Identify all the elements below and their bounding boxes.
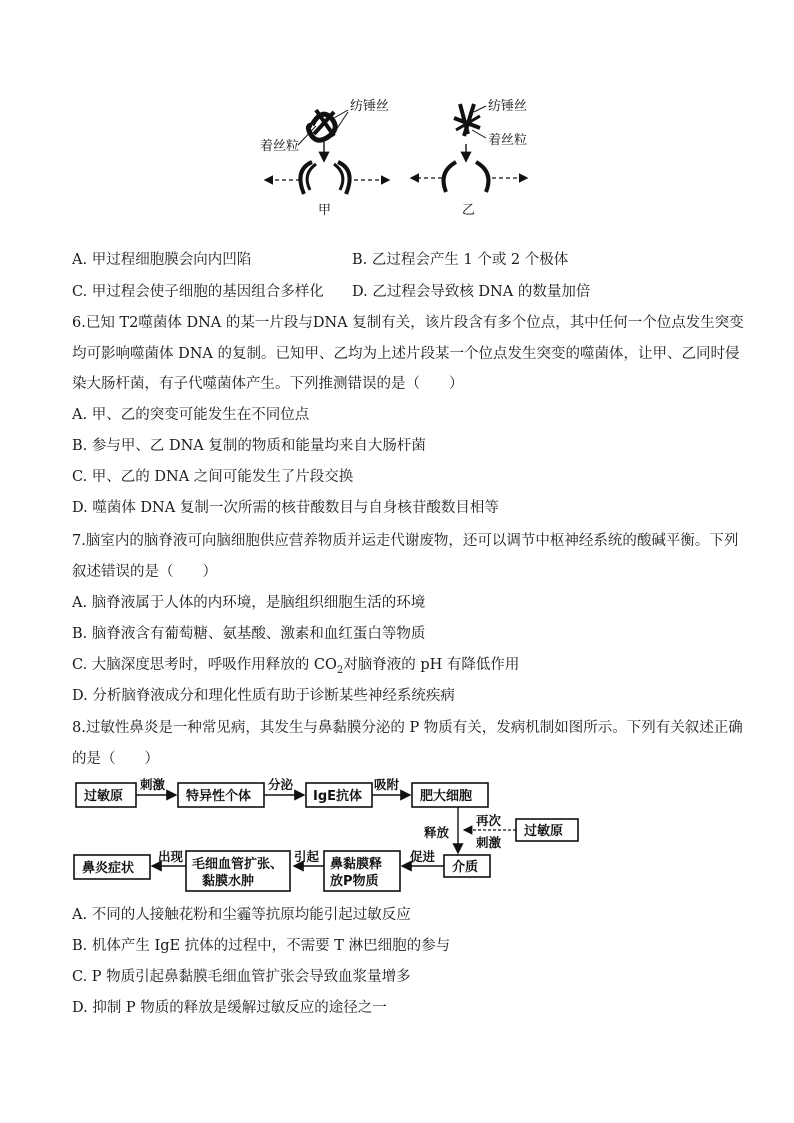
yi-caption: 乙 (462, 203, 476, 218)
allergy-flowchart (72, 775, 592, 895)
q7-stem-line2: 叙述错误的是（ ） (72, 564, 217, 580)
q6-option-b: B. 参与甲、乙 DNA 复制的物质和能量均来自大肠杆菌 (72, 438, 426, 454)
yi-daughter-right (476, 162, 488, 192)
box-ige-text: IgE抗体 (313, 789, 363, 804)
q7-stem-line1: 7.脑室内的脑脊液可向脑细胞供应营养物质并运走代谢废物，还可以调节中枢神经系统的酸碱平衡。下列 (72, 533, 739, 549)
box-allergen-1-text: 过敏原 (84, 789, 124, 804)
label-adsorb: 吸附 (374, 777, 400, 792)
q8-option-c: C. P 物质引起鼻黏膜毛细血管扩张会导致血浆量增多 (72, 969, 411, 985)
label-appear: 出现 (158, 849, 184, 864)
box-capillary-line1: 毛细血管扩张、 (192, 857, 284, 872)
q7-option-c-pre: C. 大脑深度思考时，呼吸作用释放的 CO (72, 657, 337, 673)
label-cause: 引起 (294, 849, 320, 864)
q6-option-d: D. 噬菌体 DNA 复制一次所需的核苷酸数目与自身核苷酸数目相等 (72, 500, 499, 516)
figure-yi (412, 99, 527, 218)
box-nasal-p-line2: 放P物质 (330, 874, 379, 889)
box-allergen-2-text: 过敏原 (524, 824, 564, 839)
label-again: 再次 (476, 813, 502, 828)
label-release: 释放 (424, 825, 450, 840)
box-mediator-text: 介质 (452, 860, 479, 875)
q6-stem-line3: 染大肠杆菌，有子代噬菌体产生。下列推测错误的是（ ） (72, 376, 464, 392)
q5-option-b: B. 乙过程会产生 1 个或 2 个极体 (352, 252, 569, 268)
box-individual-text: 特异性个体 (186, 789, 252, 804)
q8-option-b: B. 机体产生 IgE 抗体的过程中，不需要 T 淋巴细胞的参与 (72, 938, 451, 954)
q7-option-c-sub: 2 (336, 664, 344, 676)
jia-spindle-pointer-2 (336, 112, 348, 130)
yi-centromere-label: 着丝粒 (488, 133, 528, 148)
jia-caption: 甲 (318, 203, 332, 218)
q6-stem-line2: 均可影响噬菌体 DNA 的复制。已知甲、乙均为上述片段某一个位点发生突变的噬菌体，让甲、乙同时侵 (72, 346, 740, 362)
figure-jia (260, 99, 389, 218)
jia-spindle-pointer-1 (334, 110, 348, 118)
q7-option-b: B. 脑脊液含有葡萄糖、氨基酸、激素和血红蛋白等物质 (72, 626, 426, 642)
label-promote: 促进 (410, 849, 436, 864)
label-stimulate-2: 刺激 (476, 835, 502, 850)
label-secrete: 分泌 (268, 777, 294, 792)
q6-stem-line1: 6.已知 T2噬菌体 DNA 的某一片段与DNA 复制有关，该片段含有多个位点，其中任何一个位点发生突变 (72, 315, 744, 331)
q5-option-a: A. 甲过程细胞膜会向内凹陷 (72, 252, 252, 268)
box-nasal-p-line1: 鼻黏膜释 (330, 857, 383, 872)
label-stimulate: 刺激 (140, 777, 166, 792)
q8-stem-line1: 8.过敏性鼻炎是一种常见病，其发生与鼻黏膜分泌的 P 物质有关，发病机制如图所示。下列有关叙述正确 (72, 720, 743, 736)
jia-spindle-label: 纺锤丝 (350, 99, 390, 114)
q7-option-d: D. 分析脑脊液成分和理化性质有助于诊断某些神经系统疾病 (72, 688, 455, 704)
box-symptom-text: 鼻炎症状 (82, 861, 135, 876)
jia-centromere-label: 着丝粒 (260, 139, 300, 154)
q7-option-c-post: 对脑脊液的 pH 有降低作用 (343, 657, 520, 673)
jia-daughter-right-b (334, 164, 343, 190)
q6-option-a: A. 甲、乙的突变可能发生在不同位点 (72, 407, 310, 423)
yi-daughter-left (444, 162, 456, 192)
yi-centromere-pointer (472, 130, 486, 138)
box-mast-cell-text: 肥大细胞 (420, 789, 473, 804)
q7-option-a: A. 脑脊液属于人体的内环境，是脑组织细胞生活的环境 (72, 595, 426, 611)
cell-division-figure (250, 90, 550, 225)
jia-daughter-left-b (307, 164, 316, 190)
q8-option-a: A. 不同的人接触花粉和尘霾等抗原均能引起过敏反应 (72, 907, 411, 923)
yi-spindle-label: 纺锤丝 (488, 99, 528, 114)
q8-option-d: D. 抑制 P 物质的释放是缓解过敏反应的途径之一 (72, 1000, 387, 1016)
q7-option-c (72, 655, 519, 681)
box-capillary-line2: 黏膜水肿 (202, 874, 255, 889)
q6-option-c: C. 甲、乙的 DNA 之间可能发生了片段交换 (72, 469, 354, 485)
q8-stem-line2: 的是（ ） (72, 751, 159, 767)
q5-option-c: C. 甲过程会使子细胞的基因组合多样化 (72, 284, 324, 300)
q5-option-d: D. 乙过程会导致核 DNA 的数量加倍 (352, 284, 591, 300)
yi-spindle-pointer (474, 106, 486, 112)
